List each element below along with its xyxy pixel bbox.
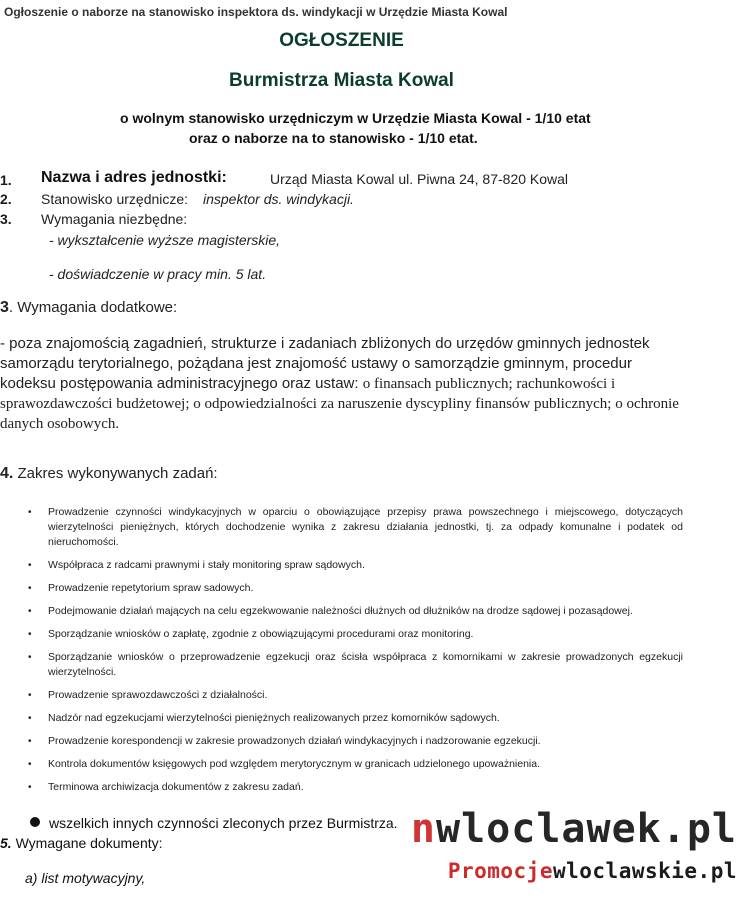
bullet-icon: • — [28, 560, 32, 571]
list-item: • Prowadzenie korespondencji w zakresie prowadzonych działań windykacyjnych i nadzorowanie egzekucji. — [28, 735, 541, 747]
section-3-number: 3 — [0, 299, 9, 316]
item-3-label: Wymagania niezbędne: — [41, 211, 188, 227]
list-item: • Podejmowanie działań mających na celu egzekwowanie należności dłużnych od dłużników na drodze sądowej i pozasądowej. — [28, 605, 633, 617]
intro-line-1: o wolnym stanowisko urzędniczym w Urzędzie Miasta Kowal - 1/10 etat — [120, 110, 591, 126]
item-1-number: 1. — [0, 172, 12, 188]
last-task — [30, 815, 398, 831]
bullet-icon — [30, 817, 40, 827]
document-item-a: a) list motywacyjny, — [25, 870, 146, 886]
list-item: • Kontrola dokumentów księgowych pod względem merytorycznym w granicach udzielonego upoważnienia. — [28, 758, 541, 770]
section-3-text — [0, 334, 690, 434]
list-item: • Sporządzanie wniosków o zapłatę, zgodnie z obowiązującymi procedurami oraz monitoring. — [28, 628, 474, 640]
requirement-2: - doświadczenie w pracy min. 5 lat. — [49, 266, 267, 282]
last-task-text: wszelkich innych czynności zleconych przez Burmistrza. — [49, 815, 398, 831]
section-4-number: 4. — [0, 465, 14, 482]
list-item: • Nadzór nad egzekucjami wierzytelności pieniężnych realizowanych przez komorników sądowych. — [28, 712, 500, 724]
page-header: Ogłoszenie o naborze na stanowisko inspektora ds. windykacji w Urzędzie Miasta Kowal — [4, 5, 508, 19]
bullet-icon: • — [28, 736, 32, 747]
announcement-title: OGŁOSZENIE — [279, 30, 404, 51]
watermark-logo-2: Promocjewloclawskie.pl — [447, 859, 737, 883]
section-3-text-a: - poza znajomością zagadnień, strukturze i zadaniach zbliżonych do urzędów gminnych jednostek samorządu terytorialnego, pożądana jest znajomość ustawy o samorządzie gminnym, procedur kodeksu postępowania administracyjnego oraz ustaw: — [0, 335, 650, 392]
bullet-icon: • — [28, 759, 32, 770]
bullet-icon: • — [28, 583, 32, 594]
list-item: • Prowadzenie czynności windykacyjnych w oparciu o obowiązujące przepisy prawa powszechnego i miejscowego, dotyczących wierzytelności pieniężnych, których dochodzenie wynika z zakresu działania jednostki, tj. za odpady komunalne i podatek od nieruchomości. — [28, 506, 683, 548]
announcement-subtitle: Burmistrza Miasta Kowal — [229, 70, 454, 91]
list-item: • Terminowa archiwizacja dokumentów z zakresu zadań. — [28, 781, 304, 793]
section-3-heading — [0, 299, 177, 317]
section-5-label: Wymagane dokumenty: — [11, 835, 163, 851]
section-3-text-b: o finansach publicznych; rachunkowości i sprawozdawczości budżetowej; o odpowiedzialności za naruszenie dyscypliny finansów publicznych; o ochronie danych osobowych. — [0, 376, 679, 432]
list-item: • Prowadzenie sprawozdawczości z działalności. — [28, 689, 268, 701]
list-item: • Prowadzenie repetytorium spraw sadowych. — [28, 582, 254, 594]
section-5-number: 5. — [0, 835, 12, 851]
bullet-icon: • — [28, 690, 32, 701]
bullet-icon: • — [28, 507, 32, 518]
section-4-heading — [0, 465, 218, 483]
item-2-label: Stanowisko urzędnicze: — [41, 191, 189, 207]
bullet-icon: • — [28, 606, 32, 617]
bullet-icon: • — [28, 629, 32, 640]
intro-line-2: oraz o naborze na to stanowisko - 1/10 etat. — [189, 130, 478, 146]
item-2-value: inspektor ds. windykacji. — [203, 191, 354, 207]
bullet-icon: • — [28, 782, 32, 793]
section-5-heading — [0, 835, 163, 851]
requirement-1: - wykształcenie wyższe magisterskie, — [49, 232, 281, 248]
section-4-label: Zakres wykonywanych zadań: — [13, 465, 218, 482]
item-2-number: 2. — [0, 191, 12, 207]
item-1-value: Urząd Miasta Kowal ul. Piwna 24, 87-820 Kowal — [270, 171, 569, 187]
item-3-number: 3. — [0, 211, 12, 227]
list-item: • Współpraca z radcami prawnymi i stały monitoring spraw sądowych. — [28, 559, 365, 571]
watermark-logo-1: nwloclawek.pl — [410, 806, 737, 852]
bullet-icon: • — [28, 652, 32, 663]
item-1-label: Nazwa i adres jednostki: — [41, 169, 227, 186]
task-list — [28, 505, 683, 803]
bullet-icon: • — [28, 713, 32, 724]
list-item: • Sporządzanie wniosków o przeprowadzenie egzekucji oraz ścisła współpraca z komornikami w zakresie prowadzonych egzekucji wierzytelności. — [28, 651, 683, 678]
section-3-label: . Wymagania dodatkowe: — [8, 299, 178, 316]
